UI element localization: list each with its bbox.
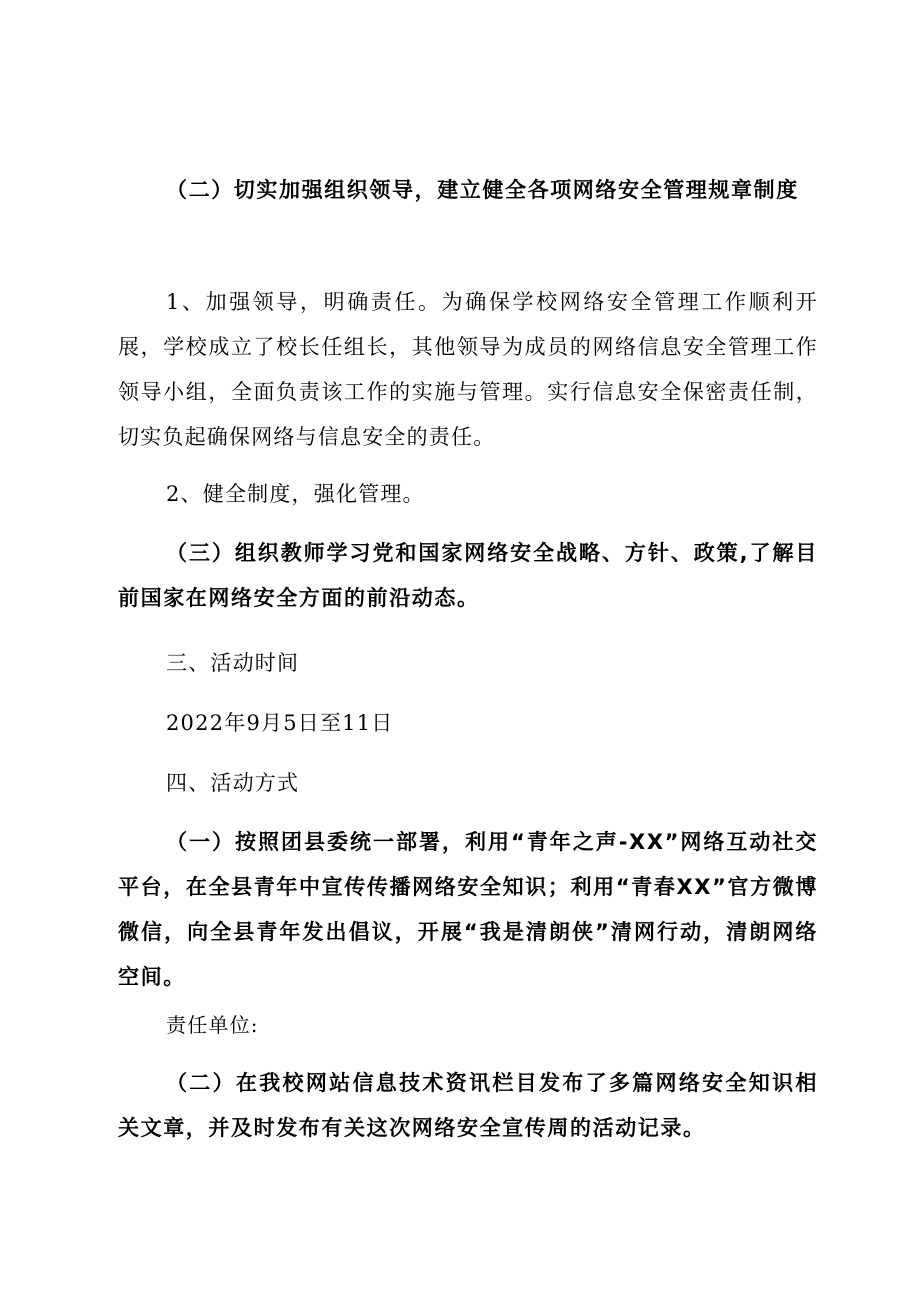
activity-date: 2022年9月5日至11日 — [166, 711, 394, 735]
paragraph-leadership: 1、加强领导，明确责任。为确保学校网络安全管理工作顺利开展，学校成立了校长任组长，其他领导为成员的网络信息安全管理工作领导小组，全面负责该工作的实施与管理。实行信息安全保密责任制，切实负起确保网络与信息安全的责任。 — [118, 290, 818, 449]
heading-activity-method: 四、活动方式 — [166, 771, 300, 795]
section-heading-organization: （二）切实加强组织领导，建立健全各项网络安全管理规章制度 — [166, 178, 799, 202]
section-heading-study: （三）组织教师学习党和国家网络安全战略、方针、政策,了解目前国家在网络安全方面的前沿动态。 — [118, 541, 818, 610]
heading-activity-time: 三、活动时间 — [166, 651, 300, 675]
paragraph-system: 2、健全制度，强化管理。 — [166, 482, 425, 506]
paragraph-method-one: （一）按照团县委统一部署，利用“青年之声-XX”网络互动社交平台，在全县青年中宣传传播网络安全知识；利用“青春XX”官方微博微信，向全县青年发出倡议，开展“我是清朗侠”清网行动，清朗网络空间。 — [118, 830, 818, 989]
responsible-unit-label: 责任单位: — [166, 1013, 259, 1037]
paragraph-method-two: （二）在我校网站信息技术资讯栏目发布了多篇网络安全知识相关文章，并及时发布有关这次网络安全宣传周的活动记录。 — [118, 1071, 818, 1140]
